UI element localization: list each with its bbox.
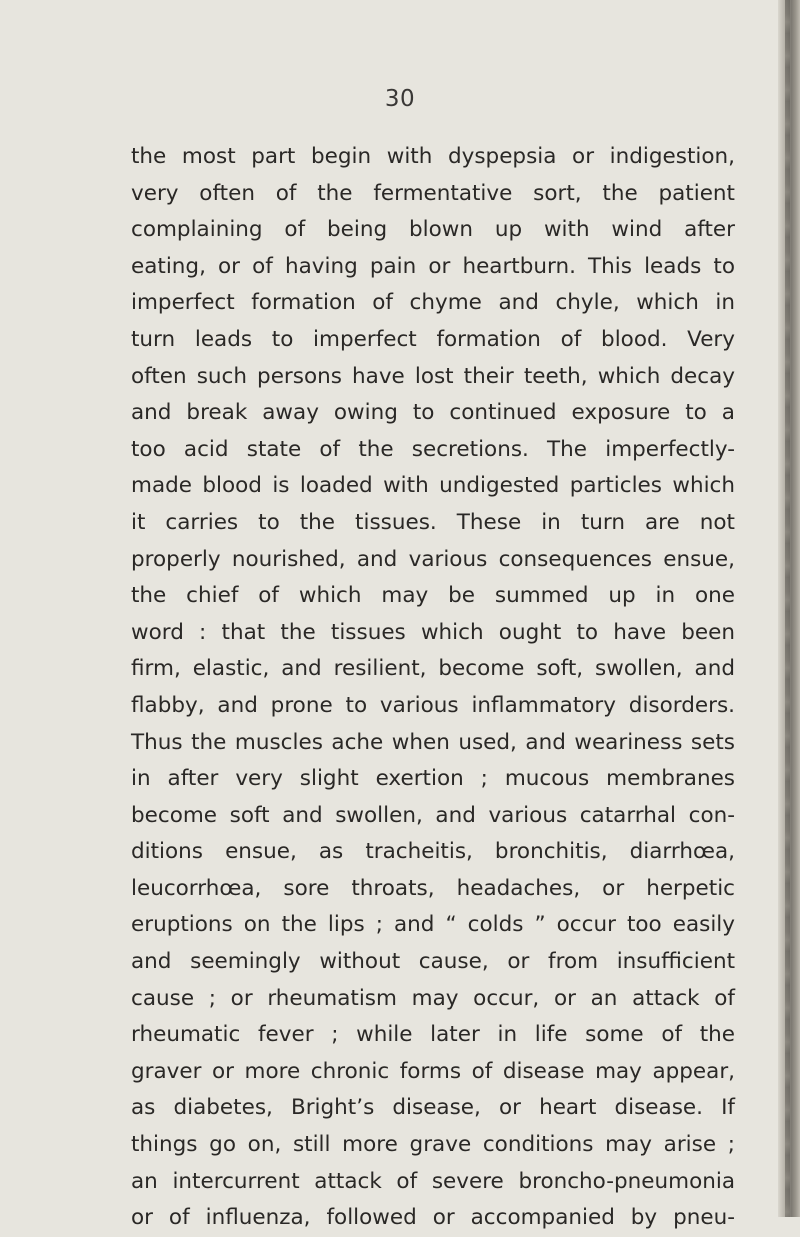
text-line: an intercurrent attack of severe broncho-pneumonia [131, 1168, 735, 1194]
text-line: and break away owing to continued exposure to a [131, 400, 735, 426]
page-edge-shadow [778, 0, 800, 1217]
text-line: complaining of being blown up with wind after [131, 217, 735, 243]
text-line: imperfect formation of chyme and chyle, which in [131, 290, 735, 316]
binding-edge [785, 0, 790, 1217]
text-line: turn leads to imperfect formation of blood. Very [131, 326, 735, 352]
text-line: word : that the tissues which ought to have been [131, 619, 735, 645]
text-line: or of influenza, followed or accompanied by pneu- [131, 1205, 735, 1231]
text-line: leucorrhœa, sore throats, headaches, or herpetic [131, 875, 735, 901]
text-line: made blood is loaded with undigested particles which [131, 473, 735, 499]
text-line: Thus the muscles ache when used, and weariness sets [131, 729, 735, 755]
text-line: often such persons have lost their teeth, which decay [131, 363, 735, 389]
text-line: ditions ensue, as tracheitis, bronchitis, diarrhœa, [131, 839, 735, 865]
page-number: 30 [384, 86, 416, 112]
text-line: things go on, still more grave conditions may arise ; [131, 1132, 735, 1158]
body-text [131, 139, 735, 1237]
text-line: cause ; or rheumatism may occur, or an attack of [131, 985, 735, 1011]
text-line: the most part begin with dyspepsia or indigestion, [131, 144, 735, 169]
text-line: too acid state of the secretions. The imperfectly- [131, 436, 735, 462]
text-line: the chief of which may be summed up in one [131, 583, 735, 609]
text-line: as diabetes, Bright’s disease, or heart disease. If [131, 1095, 735, 1121]
text-line: properly nourished, and various consequences ensue, [131, 546, 735, 572]
text-line: become soft and swollen, and various catarrhal con- [131, 802, 735, 828]
text-line: graver or more chronic forms of disease may appear, [131, 1058, 735, 1084]
text-line: flabby, and prone to various inflammatory disorders. [131, 692, 735, 718]
text-line: and seemingly without cause, or from insufficient [131, 949, 735, 975]
text-line: rheumatic fever ; while later in life some of the [131, 1022, 735, 1048]
text-line: very often of the fermentative sort, the patient [131, 180, 735, 206]
text-line: firm, elastic, and resilient, become soft, swollen, and [131, 656, 735, 682]
text-line: it carries to the tissues. These in turn are not [131, 509, 735, 535]
text-line: in after very slight exertion ; mucous membranes [131, 766, 735, 792]
text-line: eating, or of having pain or heartburn. This leads to [131, 253, 735, 279]
text-line: eruptions on the lips ; and “ colds ” occur too easily [131, 912, 735, 938]
